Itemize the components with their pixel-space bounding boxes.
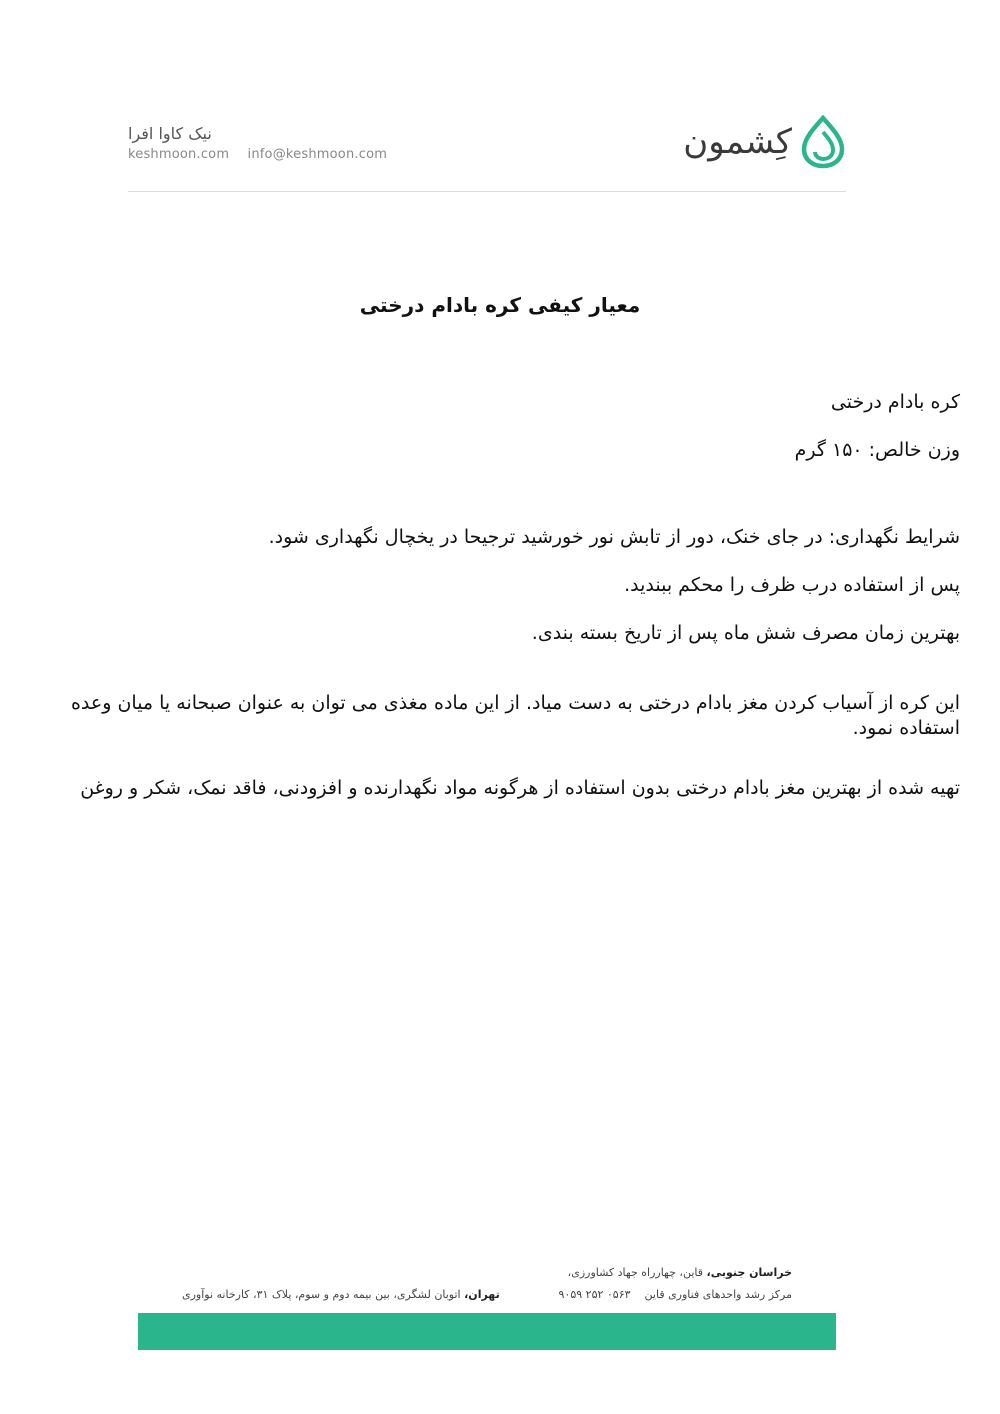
best-before: بهترین زمان مصرف شش ماه پس از تاریخ بسته بندی.	[531, 622, 960, 644]
south-address-line2	[559, 1284, 792, 1306]
document-title: معیار کیفی کره بادام درختی	[359, 293, 641, 317]
company-contacts	[128, 147, 408, 162]
product-description: این کره از آسیاب کردن مغز بادام درختی به دست میاد. از این ماده مغذی می توان به عنوان صبحانه یا میان وعده استفاده نمود.	[70, 692, 960, 739]
brand	[683, 112, 846, 172]
email-link[interactable]: info@keshmoon.com	[247, 147, 388, 162]
net-weight: وزن خالص: ۱۵۰ گرم	[794, 439, 960, 461]
south-address-center: مرکز رشد واحدهای فناوری قاین	[644, 1288, 792, 1301]
tehran-address	[182, 1284, 500, 1306]
product-name: کره بادام درختی	[830, 391, 960, 413]
south-phone: ۰۵۶۳ ۲۵۲ ۹۰۵۹	[558, 1288, 631, 1301]
document-body	[60, 390, 960, 801]
south-address-line1	[559, 1262, 792, 1284]
storage-conditions: شرایط نگهداری: در جای خنک، دور از تابش نور خورشید ترجیحا در یخچال نگهداری شود.	[268, 526, 960, 548]
footer-color-bar	[138, 1313, 836, 1350]
brand-name: کِشمون	[683, 122, 792, 162]
tehran-address-text: اتوبان لشگری، بین بیمه دوم و سوم، پلاک ۳۱، کارخانه نوآوری	[182, 1288, 461, 1301]
header-divider	[128, 191, 846, 192]
south-address-text: قاین، چهارراه جهاد کشاورزی،	[567, 1266, 704, 1279]
after-use-instruction: پس از استفاده درب ظرف را محکم ببندید.	[624, 574, 960, 596]
website-link[interactable]: keshmoon.com	[128, 147, 230, 162]
company-name: نیک کاوا افرا	[128, 124, 212, 143]
letterhead-header	[128, 112, 846, 192]
company-info	[128, 124, 408, 162]
tehran-address-label: تهران،	[464, 1288, 500, 1301]
ingredients-note: تهیه شده از بهترین مغز بادام درختی بدون استفاده از هرگونه مواد نگهدارنده و افزودنی، فاقد نمک، شکر و روغن	[80, 777, 960, 799]
south-khorasan-address	[559, 1262, 792, 1306]
almond-logo-icon	[800, 115, 846, 169]
south-address-label: خراسان جنوبی،	[706, 1266, 792, 1279]
